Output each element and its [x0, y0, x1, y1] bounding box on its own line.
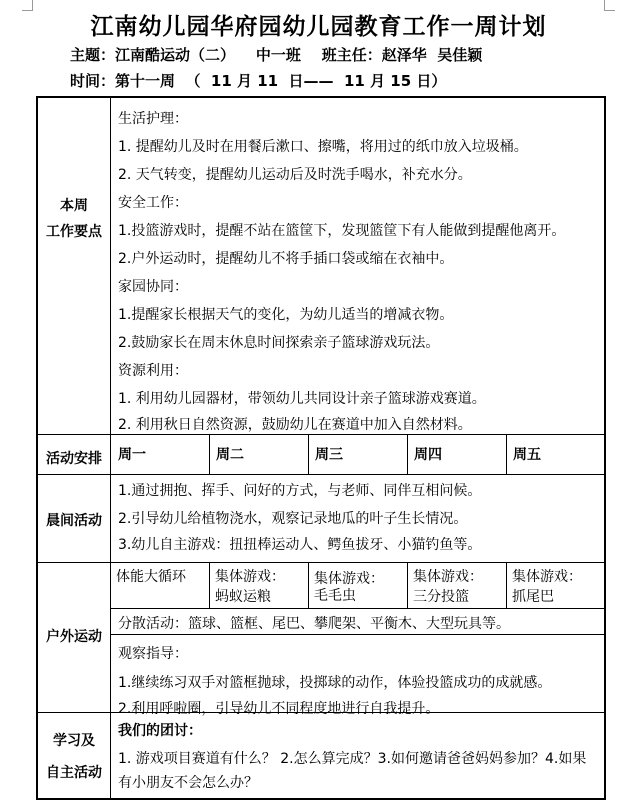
- home-item-1: 1.提醒家长根据天气的变化，为幼儿适当的增减衣物。: [118, 307, 454, 323]
- scatter-bottom-divider: [110, 634, 604, 635]
- home-item-2: 2.鼓励家长在周末休息时间探索亲子篮球游戏玩法。: [118, 335, 440, 351]
- game-divider: [209, 562, 210, 608]
- safety-item-1: 1.投篮游戏时，提醒不站在篮筐下，发现篮筐下有人能做到提醒他离开。: [118, 223, 566, 239]
- game-tuesday-line-1: 集体游戏：: [215, 569, 285, 585]
- page-title: 江南幼儿园华府园幼儿园教育工作一周计划: [90, 13, 547, 40]
- discussion-line-2: 有小朋友不会怎么办？: [118, 775, 258, 791]
- day-divider: [308, 434, 309, 474]
- day-wednesday: 周三: [315, 447, 343, 463]
- day-friday: 周五: [513, 447, 541, 463]
- observe-item-1: 1.继续练习双手对篮框抛球，投掷球的动作，体验投篮成功的成就感。: [118, 675, 552, 691]
- theme-line: 主题：江南酷运动（二） 中一班 班主任：赵泽华 吴佳颖: [70, 46, 483, 64]
- game-wednesday-line-2: 毛毛虫: [314, 588, 356, 604]
- game-monday-line-1: 体能大循环: [116, 569, 186, 585]
- games-bottom-divider: [110, 608, 604, 609]
- key-points-label-line-2: 工作要点: [46, 224, 102, 240]
- time-line: 时间：第十一周 （ 11 月 11 日—— 11 月 15 日）: [70, 72, 447, 90]
- game-tuesday-line-2: 蚂蚁运粮: [215, 589, 271, 605]
- weekly-plan-table: [36, 96, 606, 800]
- game-friday-line-1: 集体游戏：: [512, 569, 582, 585]
- day-divider: [209, 434, 210, 474]
- safety-heading: 安全工作：: [118, 195, 188, 211]
- observe-heading: 观察指导：: [118, 646, 188, 662]
- learning-label-line-2: 自主活动: [46, 765, 102, 781]
- label-column-divider: [110, 98, 111, 798]
- morning-label: 晨间活动: [46, 513, 102, 529]
- discussion-line-1: 1. 游戏项目赛道有什么？ 2.怎么算完成？3.如何邀请爸爸妈妈参加？4.如果: [118, 751, 587, 767]
- game-wednesday-line-1: 集体游戏：: [314, 571, 384, 587]
- game-thursday-line-2: 三分投篮: [413, 589, 469, 605]
- key-points-label-line-1: 本周: [60, 198, 88, 214]
- resource-item-2: 2. 利用秋日自然资源，鼓励幼儿在赛道中加入自然材料。: [118, 417, 472, 433]
- learning-label: [38, 728, 110, 786]
- safety-item-2: 2.户外运动时，提醒幼儿不将手插口袋或缩在衣袖中。: [118, 251, 454, 267]
- resource-heading: 资源利用：: [118, 363, 188, 379]
- resource-item-1: 1. 利用幼儿园器材，带领幼儿共同设计亲子篮球游戏赛道。: [118, 391, 486, 407]
- outdoor-label: 户外运动: [46, 629, 102, 645]
- day-divider: [506, 434, 507, 474]
- day-divider: [407, 434, 408, 474]
- scatter-activities: 分散活动：篮球、篮框、尾巴、攀爬架、平衡木、大型玩具等。: [118, 616, 510, 632]
- observe-item-2: 2.利用呼啦圈，引导幼儿不同程度地进行自我提升。: [118, 701, 440, 717]
- morning-item-2: 2.引导幼儿给植物浇水，观察记录地瓜的叶子生长情况。: [118, 511, 468, 527]
- discussion-heading: 我们的团讨：: [118, 723, 202, 739]
- day-thursday: 周四: [414, 447, 442, 463]
- game-friday-line-2: 抓尾巴: [512, 589, 554, 605]
- game-divider: [506, 562, 507, 608]
- game-divider: [407, 562, 408, 608]
- life-item-1: 1. 提醒幼儿及时在用餐后漱口、擦嘴，将用过的纸巾放入垃圾桶。: [118, 139, 528, 155]
- home-heading: 家园协同：: [118, 279, 188, 295]
- game-divider: [308, 562, 309, 608]
- morning-item-3: 3.幼儿自主游戏：扭扭棒运动人、鳄鱼拔牙、小猫钓鱼等。: [118, 537, 482, 553]
- morning-item-1: 1.通过拥抱、挥手、问好的方式，与老师、同伴互相问候。: [118, 483, 482, 499]
- learning-label-line-1: 学习及: [53, 733, 95, 749]
- key-points-label: [38, 193, 110, 245]
- life-item-2: 2. 天气转变，提醒幼儿运动后及时洗手喝水，补充水分。: [118, 167, 472, 183]
- row-divider: [38, 434, 604, 435]
- row-divider: [38, 562, 604, 563]
- game-thursday-line-1: 集体游戏：: [413, 569, 483, 585]
- day-monday: 周一: [118, 447, 146, 463]
- schedule-label: 活动安排: [46, 451, 102, 467]
- row-divider: [38, 474, 604, 475]
- life-heading: 生活护理：: [118, 111, 188, 127]
- day-tuesday: 周二: [216, 447, 244, 463]
